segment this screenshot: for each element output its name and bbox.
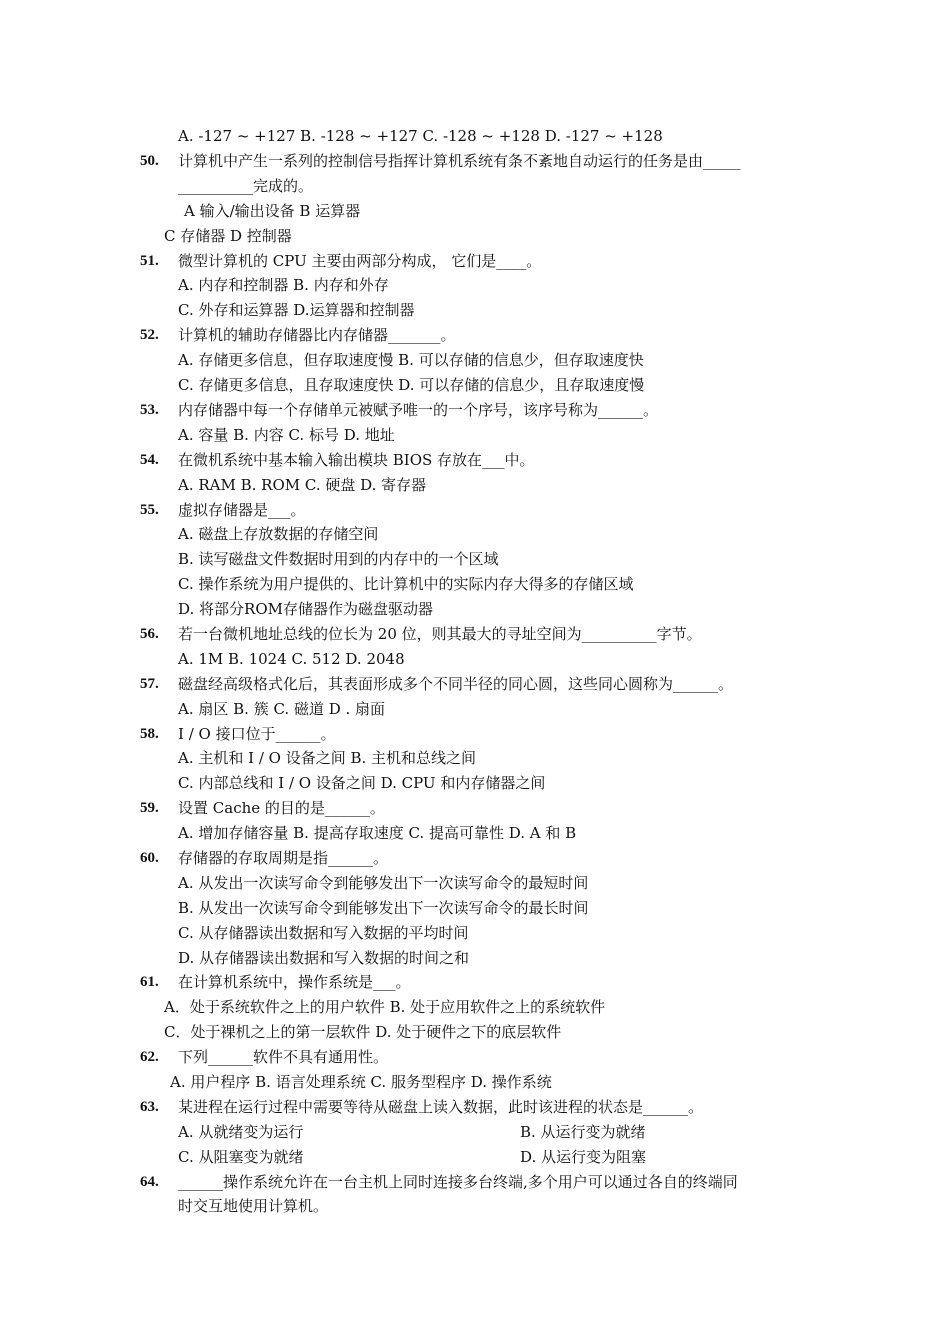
option-line: C. 内部总线和 I / O 设备之间 D. CPU 和内存储器之间 — [178, 774, 546, 792]
option-line: A. 从就绪变为运行 — [178, 1123, 304, 1141]
question-text: 设置 Cache 的目的是______。 — [178, 799, 385, 817]
question-text: 某进程在运行过程中需要等待从磁盘上读入数据，此时该进程的状态是______。 — [178, 1098, 704, 1116]
question-text: 虚拟存储器是___。 — [178, 501, 306, 519]
option-line: A. -127 ~ +127 B. -128 ~ +127 C. -128 ~ +128 D. -127 ~ +128 — [178, 127, 663, 145]
question-text: 计算机中产生一系列的控制信号指挥计算机系统有条不紊地自动运行的任务是由_____ — [178, 152, 741, 170]
question-text-cont: __________完成的。 — [178, 177, 314, 195]
question-text: 微型计算机的 CPU 主要由两部分构成， 它们是____。 — [178, 252, 542, 270]
option-line: A. 存储更多信息，但存取速度慢 B. 可以存储的信息少，但存取速度快 — [178, 351, 644, 369]
option-line: B. 从运行变为就绪 — [520, 1123, 646, 1141]
question-number: 54. — [140, 452, 159, 468]
option-line: A. 容量 B. 内容 C. 标号 D. 地址 — [178, 426, 395, 444]
question-text: 计算机的辅助存储器比内存储器_______。 — [178, 326, 456, 344]
option-line: A．处于系统软件之上的用户软件 B. 处于应用软件之上的系统软件 — [164, 998, 606, 1016]
option-line: A. 扇区 B. 簇 C. 磁道 D . 扇面 — [178, 700, 386, 718]
question-text: 存储器的存取周期是指______。 — [178, 849, 389, 867]
question-number: 57. — [140, 676, 159, 692]
question-number: 60. — [140, 850, 159, 866]
option-line: A. RAM B. ROM C. 硬盘 D. 寄存器 — [178, 476, 427, 494]
option-line: A 输入/输出设备 B 运算器 — [184, 202, 361, 220]
question-text: 内存储器中每一个存储单元被赋予唯一的一个序号，该序号称为______。 — [178, 401, 659, 419]
question-text: 磁盘经高级格式化后，其表面形成多个不同半径的同心圆，这些同心圆称为______。 — [178, 675, 734, 693]
question-number: 59. — [140, 800, 159, 816]
option-line: C. 从阻塞变为就绪 — [178, 1148, 304, 1166]
option-line: A. 从发出一次读写命令到能够发出下一次读写命令的最短时间 — [178, 874, 589, 892]
question-number: 50. — [140, 153, 159, 169]
question-number: 53. — [140, 402, 159, 418]
option-line: B. 从发出一次读写命令到能够发出下一次读写命令的最长时间 — [178, 899, 589, 917]
option-line: C. 从存储器读出数据和写入数据的平均时间 — [178, 924, 469, 942]
question-number: 62. — [140, 1049, 159, 1065]
option-line: B. 读写磁盘文件数据时用到的内存中的一个区域 — [178, 550, 499, 568]
question-text-cont: 时交互地使用计算机。 — [178, 1197, 329, 1215]
question-number: 64. — [140, 1174, 159, 1190]
question-number: 52. — [140, 327, 159, 343]
option-line: D. 将部分ROM存储器作为磁盘驱动器 — [178, 600, 433, 618]
option-line: A. 内存和控制器 B. 内存和外存 — [178, 276, 389, 294]
question-text: 在计算机系统中，操作系统是___。 — [178, 973, 411, 991]
option-line: C. 外存和运算器 D.运算器和控制器 — [178, 301, 415, 319]
question-text: ______操作系统允许在一台主机上同时连接多台终端,多个用户可以通过各自的终端同 — [178, 1173, 738, 1191]
question-text: I / O 接口位于______。 — [178, 725, 336, 743]
option-line: A. 增加存储容量 B. 提高存取速度 C. 提高可靠性 D. A 和 B — [178, 824, 577, 842]
question-text: 若一台微机地址总线的位长为 20 位，则其最大的寻址空间为__________字节。 — [178, 625, 702, 643]
question-text: 在微机系统中基本输入输出模块 BIOS 存放在___中。 — [178, 451, 535, 469]
option-line: D. 从存储器读出数据和写入数据的时间之和 — [178, 949, 470, 967]
question-number: 58. — [140, 726, 159, 742]
option-line: A. 主机和 I / O 设备之间 B. 主机和总线之间 — [178, 749, 477, 767]
option-line: C. 操作系统为用户提供的、比计算机中的实际内存大得多的存储区域 — [178, 575, 634, 593]
option-line: C．处于裸机之上的第一层软件 D. 处于硬件之下的底层软件 — [164, 1023, 562, 1041]
option-line: A. 磁盘上存放数据的存储空间 — [178, 525, 379, 543]
question-text: 下列______软件不具有通用性。 — [178, 1048, 389, 1066]
question-number: 61. — [140, 974, 159, 990]
question-number: 63. — [140, 1099, 159, 1115]
option-line: A. 用户程序 B. 语言处理系统 C. 服务型程序 D. 操作系统 — [170, 1073, 552, 1091]
option-line: D. 从运行变为阻塞 — [520, 1148, 647, 1166]
option-line: C. 存储更多信息，且存取速度快 D. 可以存储的信息少，且存取速度慢 — [178, 376, 645, 394]
question-number: 51. — [140, 253, 159, 269]
option-line: A. 1M B. 1024 C. 512 D. 2048 — [178, 650, 405, 668]
question-number: 56. — [140, 626, 159, 642]
question-number: 55. — [140, 502, 159, 518]
option-line: C 存储器 D 控制器 — [164, 227, 292, 245]
